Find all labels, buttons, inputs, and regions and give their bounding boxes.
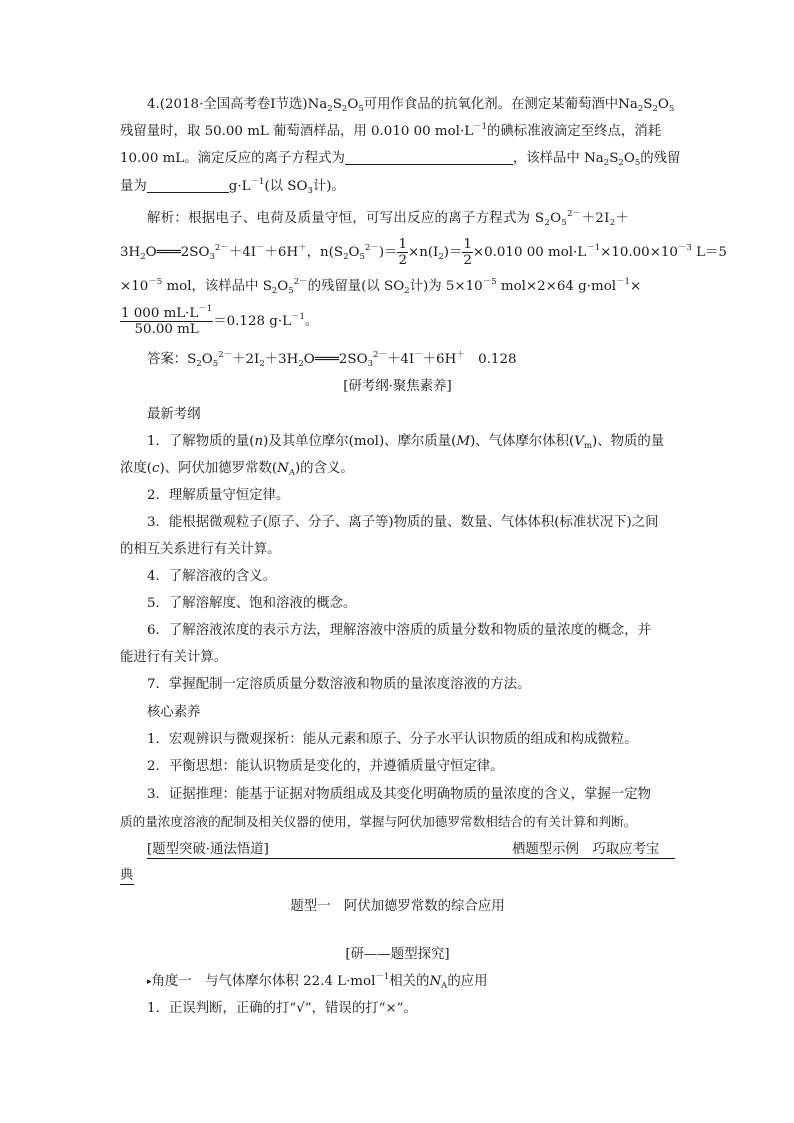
- literacy-item-1: 1．宏观辨识与微观探析：能从元素和原子、分子水平认识物质的组成和构成微粒。: [147, 732, 638, 747]
- syllabus-item-4: 4．了解溶液的含义。: [147, 569, 277, 584]
- question-1: 1．正误判断，正确的打“√”，错误的打“×”。: [147, 1001, 417, 1016]
- banner-right: 栖题型示例 巧取应考宝: [512, 842, 660, 857]
- angle-line: ▸角度一 与气体摩尔体积 22.4 L·mol$^{-1}$相关的$N_A$的应用: [147, 972, 488, 991]
- problem-line-3: 10.00 mL。滴定反应的离子方程式为 ，该样品中 $Na_2S_2O_5$的残留: [120, 151, 681, 168]
- literacy-item-3: 3．证据推理：能基于证据对物质组成及其变化明确物质的量浓度的含义，掌握一定物: [147, 787, 651, 802]
- answer-line: 答案：$S_2O_5^{2-}+2I_2+3H_2O═══2SO_3^{2-}+4I^-+6H^+$ 0.128: [147, 350, 517, 369]
- banner-underline: [147, 858, 675, 859]
- literacy-heading: 核心素养: [147, 705, 201, 720]
- syllabus-heading: 最新考纲: [147, 407, 201, 422]
- topic-title: 题型一 阿伏加德罗常数的综合应用: [290, 899, 505, 914]
- literacy-item-2: 2．平衡思想：能认识物质是变化的，并遵循质量守恒定律。: [147, 759, 504, 774]
- literacy-item-3-cont: 质的量浓度溶液的配制及相关仪器的使用，掌握与阿伏加德罗常数相结合的有关计算和判断。: [120, 814, 637, 829]
- syllabus-item-3: 3．能根据微观粒子(原子、分子、离子等)物质的量、数量、气体体积(标准状况下)之间: [147, 515, 659, 530]
- solution-line-3: $\times 10^{-5}$ mol，该样品中 $S_2O_5^{2-}$的残留量(以 $SO_2$计)为 $5\times 10^{-5}$ mol×2×64 g·mol$^{-1}$×: [120, 277, 642, 296]
- syllabus-item-2: 2．理解质量守恒定律。: [147, 488, 290, 503]
- banner-left: [题型突破·通法悟道]: [147, 842, 269, 857]
- problem-line-2: 残留量时，取 50.00 mL 葡萄酒样品，用 0.010 00 $mol\cdot L^{-1}$的碘标准液滴定至终点，消耗: [120, 122, 662, 139]
- fraction-half-2: $\frac{1}{2}$: [463, 237, 472, 268]
- fraction-half-1: $\frac{1}{2}$: [398, 237, 407, 268]
- problem-line-4: 量为 $g\cdot L^{-1}$(以 $SO_3$计)。: [120, 177, 345, 196]
- banner-wrap-underline: [120, 884, 134, 885]
- solution-line-1: 解析：根据电子、电荷及质量守恒，可写出反应的离子方程式为 $S_2O_5^{2-}+2I_2+$: [147, 209, 630, 228]
- answer-blank-equation[interactable]: [345, 150, 513, 165]
- fraction-volume: $\frac{1 000 mL\cdot L^{-1}}{50.00 mL}$: [121, 304, 213, 337]
- solution-line-4: $\frac{1 000 mL\cdot L^{-1}}{50.00 mL}$ ＝0.128 $g\cdot L^{-1}$。: [121, 304, 319, 337]
- section-title-syllabus: [研考纲·聚焦素养]: [343, 379, 452, 394]
- triangle-marker-icon: ▸: [147, 977, 152, 987]
- problem-line-1: 4.(2018·全国高考卷Ⅰ节选)$Na_2S_2O_5$可用作食品的抗氧化剂。在测定某葡萄酒中$Na_2S_2O_5$: [147, 97, 675, 114]
- section-title-explore: [研——题型探究]: [345, 947, 450, 962]
- solution-line-2: $3H_2O═══2SO_3^{2-}+4I^-+6H^+$，$n(S_2O_5^{2-})=$ $\frac{1}{2}$ $\times n(I_2)=$ $\frac{1}{2}$ ×0.010 00 $mol\cdot L^{-1}\times 10.00\times 10^{-3}$ L＝5: [120, 237, 727, 268]
- syllabus-item-6-cont: 能进行有关计算。: [120, 650, 228, 665]
- syllabus-item-6: 6．了解溶液浓度的表示方法，理解溶液中溶质的质量分数和物质的量浓度的概念，并: [147, 623, 651, 638]
- syllabus-item-3-cont: 的相互关系进行有关计算。: [120, 542, 281, 557]
- banner-wrap: 典: [120, 868, 134, 883]
- syllabus-item-1: 1．了解物质的量(n)及其单位摩尔(mol)、摩尔质量(M)、气体摩尔体积$(V_m)$、物质的量: [147, 434, 665, 451]
- answer-blank-residual[interactable]: [147, 178, 229, 193]
- syllabus-item-5: 5．了解溶解度、饱和溶液的概念。: [147, 596, 357, 611]
- syllabus-item-1-cont: 浓度(c)、阿伏加德罗常数$(N_A)$的含义。: [120, 461, 354, 478]
- syllabus-item-7: 7．掌握配制一定溶质质量分数溶液和物质的量浓度溶液的方法。: [147, 677, 531, 692]
